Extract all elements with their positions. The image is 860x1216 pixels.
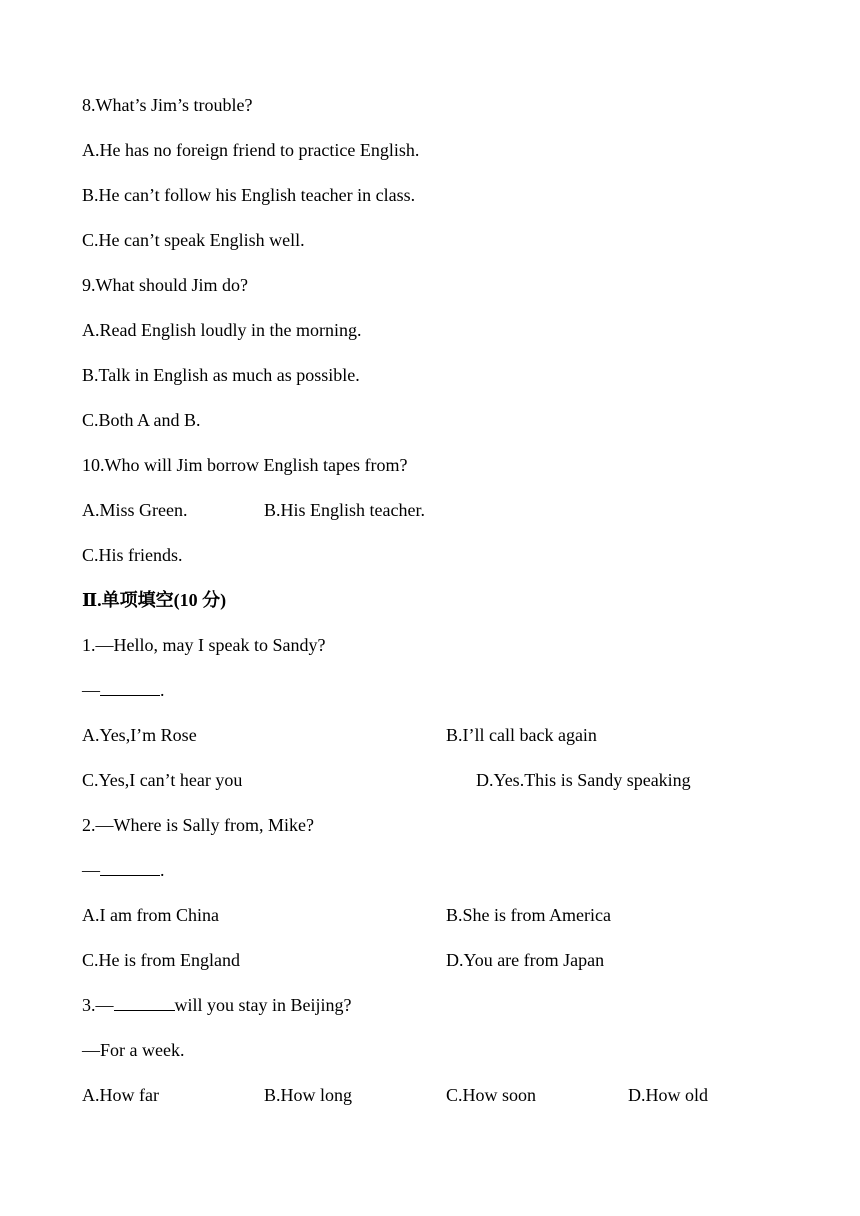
mc-question-3-option-b: B.How long (264, 1085, 353, 1105)
answer-dash: — (82, 860, 100, 880)
question-8-option-b: B.He can’t follow his English teacher in class. (82, 185, 416, 205)
mc-question-2-option-c: C.He is from England (82, 950, 240, 970)
question-8-option-c: C.He can’t speak English well. (82, 230, 305, 250)
question-8: 8.What’s Jim’s trouble? (82, 95, 253, 115)
mc-question-3-option-d: D.How old (628, 1085, 708, 1105)
mc-question-2-option-b: B.She is from America (446, 905, 611, 925)
question-10-option-b: B.His English teacher. (264, 500, 425, 520)
mc-question-1: 1.—Hello, may I speak to Sandy? (82, 635, 326, 655)
mc-question-1-answer-blank (82, 678, 165, 702)
question-10-option-a: A.Miss Green. (82, 500, 188, 520)
mc-question-2-option-d: D.You are from Japan (446, 950, 605, 970)
mc-question-1-option-d: D.Yes.This is Sandy speaking (476, 770, 691, 790)
fill-blank (100, 858, 160, 876)
fill-blank (114, 993, 175, 1011)
mc-question-2: 2.—Where is Sally from, Mike? (82, 815, 314, 835)
answer-period: . (160, 860, 165, 880)
question-3-end: will you stay in Beijing? (174, 995, 352, 1015)
mc-question-3 (82, 993, 352, 1017)
section-heading: Ⅱ.单项填空(10 分) (82, 590, 227, 610)
question-8-option-a: A.He has no foreign friend to practice English. (82, 140, 420, 160)
mc-question-1-option-a: A.Yes,I’m Rose (82, 725, 197, 745)
question-9-option-a: A.Read English loudly in the morning. (82, 320, 362, 340)
mc-question-1-option-b: B.I’ll call back again (446, 725, 597, 745)
question-10: 10.Who will Jim borrow English tapes from? (82, 455, 408, 475)
question-9-option-c: C.Both A and B. (82, 410, 201, 430)
question-3-start: 3.— (82, 995, 114, 1015)
question-9-option-b: B.Talk in English as much as possible. (82, 365, 360, 385)
question-10-option-c: C.His friends. (82, 545, 183, 565)
question-9: 9.What should Jim do? (82, 275, 248, 295)
mc-question-3-reply: —For a week. (82, 1040, 185, 1060)
mc-question-2-answer-blank (82, 858, 165, 882)
answer-dash: — (82, 680, 100, 700)
mc-question-3-option-c: C.How soon (446, 1085, 537, 1105)
fill-blank (100, 678, 160, 696)
answer-period: . (160, 680, 165, 700)
mc-question-3-option-a: A.How far (82, 1085, 159, 1105)
mc-question-1-option-c: C.Yes,I can’t hear you (82, 770, 243, 790)
mc-question-2-option-a: A.I am from China (82, 905, 219, 925)
